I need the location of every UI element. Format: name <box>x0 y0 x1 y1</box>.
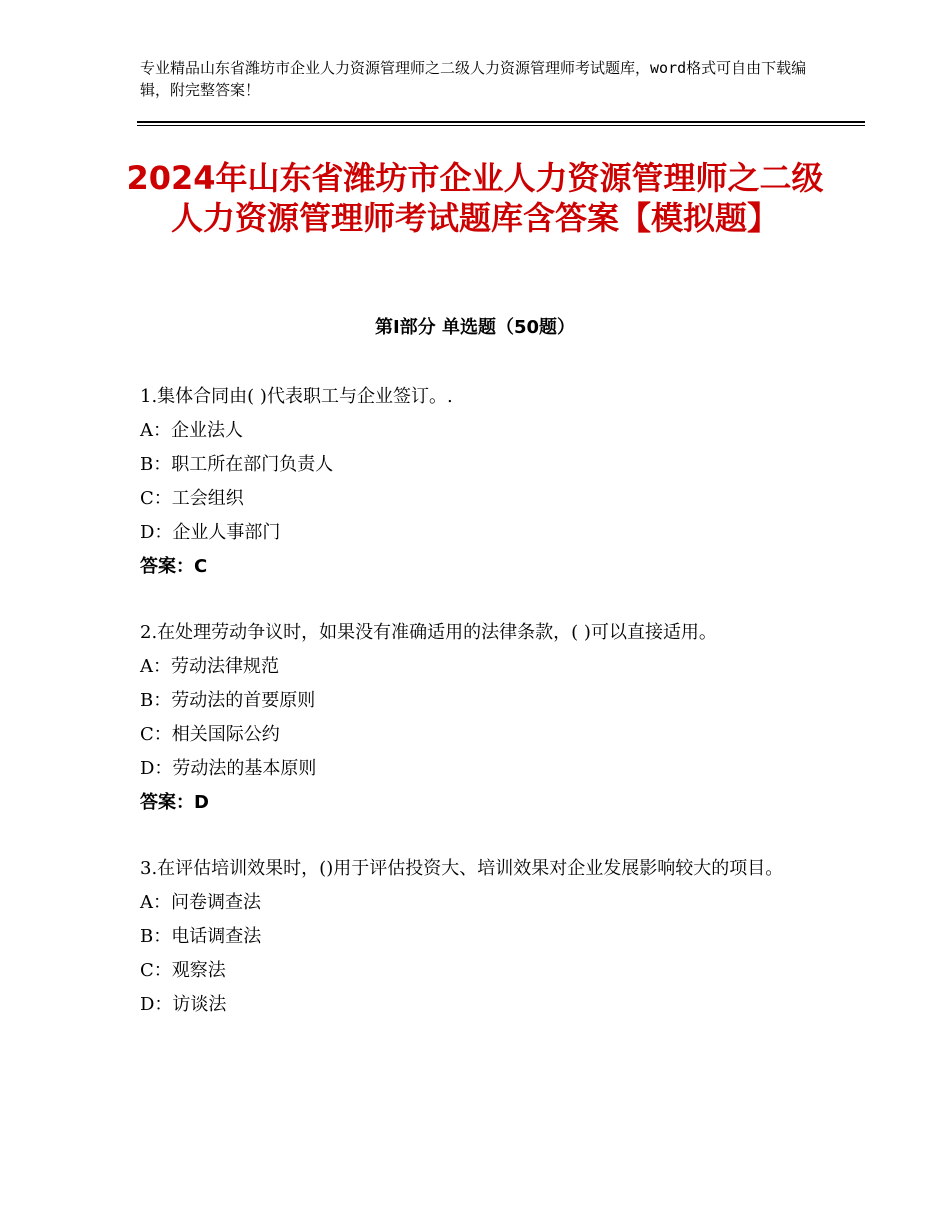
option-b: B：劳动法的首要原则 <box>140 690 316 711</box>
option-a: A：企业法人 <box>140 420 243 441</box>
option-b: B：职工所在部门负责人 <box>140 454 334 475</box>
answer: 答案：D <box>140 792 209 813</box>
question-list <box>140 380 820 1054</box>
header-divider-thick <box>137 121 865 123</box>
option-c: C：观察法 <box>140 960 226 981</box>
option-c: C：工会组织 <box>140 488 244 509</box>
question-stem: 2.在处理劳动争议时，如果没有准确适用的法律条款，( )可以直接适用。 <box>140 622 717 643</box>
option-a: A：劳动法律规范 <box>140 656 279 677</box>
header-divider-thin <box>137 125 865 126</box>
option-d: D：企业人事部门 <box>140 522 281 543</box>
question-3 <box>140 852 820 1022</box>
question-stem: 1.集体合同由( )代表职工与企业签订。. <box>140 386 453 407</box>
option-d: D：访谈法 <box>140 994 227 1015</box>
option-c: C：相关国际公约 <box>140 724 280 745</box>
question-2 <box>140 616 820 820</box>
question-1 <box>140 380 820 584</box>
section-title: 第Ⅰ部分 单选题（50题） <box>374 317 575 338</box>
option-b: B：电话调查法 <box>140 926 262 947</box>
document-title: 2024年山东省潍坊市企业人力资源管理师之二级人力资源管理师考试题库含答案【模拟题】 <box>126 159 824 237</box>
option-a: A：问卷调查法 <box>140 892 261 913</box>
answer: 答案：C <box>140 556 208 577</box>
question-stem: 3.在评估培训效果时，()用于评估投资大、培训效果对企业发展影响较大的项目。 <box>140 858 784 879</box>
header-note: 专业精品山东省潍坊市企业人力资源管理师之二级人力资源管理师考试题库，word格式可自由下载编辑，附完整答案！ <box>140 59 807 99</box>
option-d: D：劳动法的基本原则 <box>140 758 317 779</box>
